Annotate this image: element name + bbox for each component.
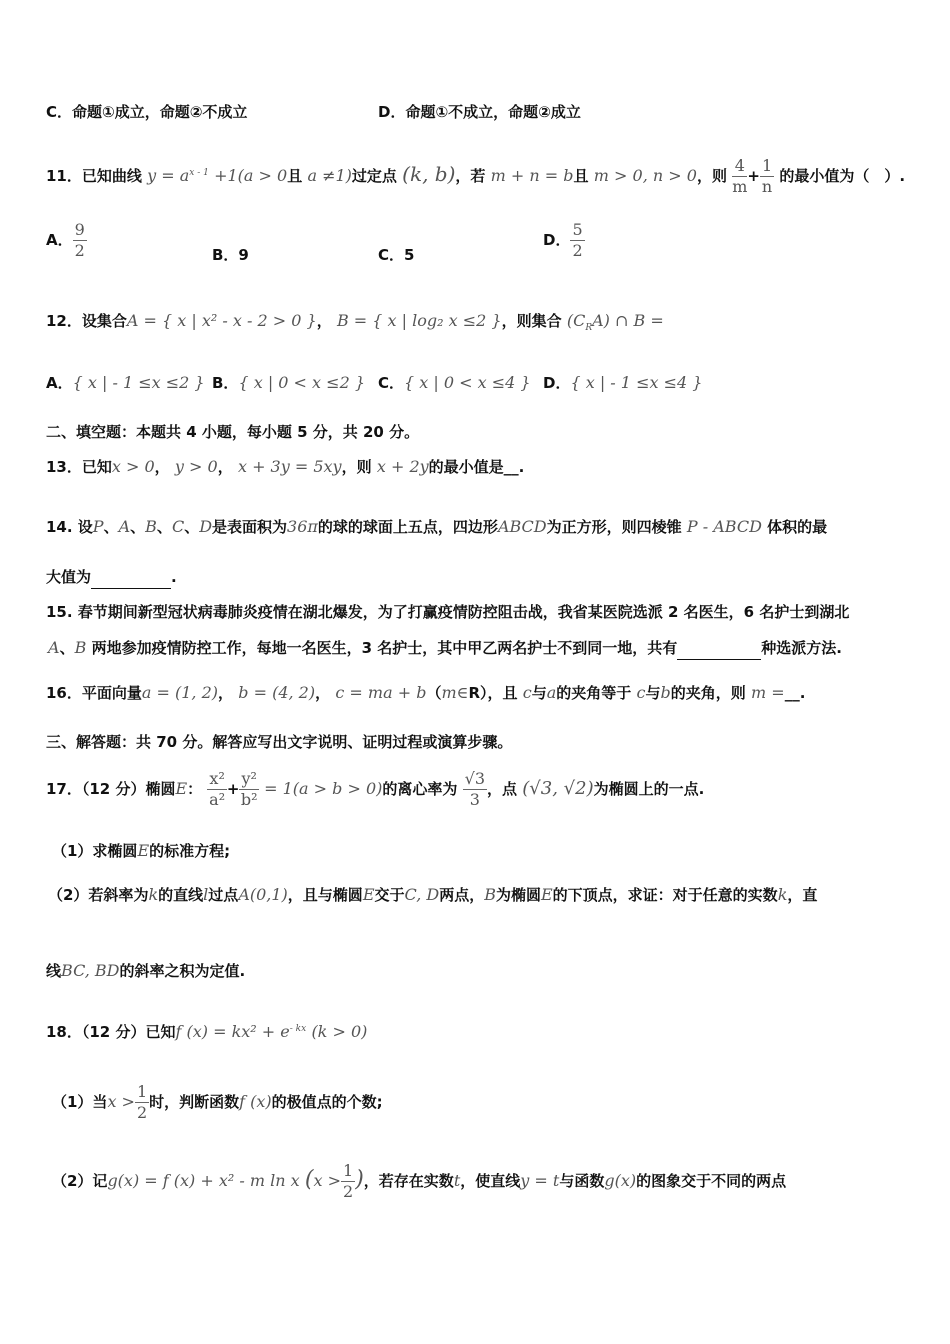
q12-option-a: A．{ x | - 1 ≤x ≤2 } xyxy=(46,373,205,392)
q15-stem: 15. 春节期间新型冠状病毒肺炎疫情在湖北爆发，为了打赢疫情防控阻击战，我省某医院选派 2 名医生，6 名护士到湖北 xyxy=(46,603,850,621)
q10-option-d: D．命题①不成立，命题②成立 xyxy=(378,103,581,121)
q14-stem: 14. 设P、A、B、C、D是表面积为36π的球的球面上五点，四边形ABCD为正方形，则四棱锥 P - ABCD 体积的最 xyxy=(46,517,828,536)
q12-stem: 12．设集合A = { x | x² - x - 2 > 0 }， B = { x | log₂ x ≤2 }，则集合 $(C_RA)$ ∩ B = xyxy=(46,311,664,333)
q12-option-c: C．{ x | 0 < x ≤4 } xyxy=(378,373,531,392)
q12-option-b: B．{ x | 0 < x ≤2 } xyxy=(212,373,366,392)
section-heading-fill-in: 二、填空题：本题共 4 小题，每小题 5 分，共 20 分。 xyxy=(46,423,420,441)
q10-option-c: C．命题①成立，命题②不成立 xyxy=(46,103,248,121)
q18-part2: （2）记g(x) = f (x) + x² - m ln x (x > $\frac{1}{2}$ )，若存在实数t，使直线y = t与函数g(x)的图象交于不同的两点 xyxy=(52,1161,787,1201)
q11-option-b: B．9 xyxy=(212,246,249,264)
q18-stem: 18．（12 分）已知f $(x) = kx^2 + e^{- kx}$ (k > 0) xyxy=(46,1022,368,1041)
q17-part2-cont: 线BC, BD的斜率之积为定值. xyxy=(46,961,246,980)
q11-stem: 11．已知曲线 $y = a^{x - 1} +1(a > 0$且 a ≠1)过定点 (k, b)，若 m + n = b且 m > 0, n > 0，则 $\frac{4}{m}$ + $\frac{1}{n}$ 的最小值为（ ）. xyxy=(46,156,906,196)
section-heading-answers: 三、解答题：共 70 分。解答应写出文字说明、证明过程或演算步骤。 xyxy=(46,733,513,751)
q17-stem: 17．（12 分）椭圆E： $\frac{\text{x²}}{\text{a²}}$ + $\frac{\text{y²}}{\text{b²}}$ = 1(a > b > 0)的离心率为 $\frac{√3}{3}$ ，点 (√3, √2)为椭圆上的一点. xyxy=(46,769,705,809)
q16-stem: 16．平面向量a = (1, 2)， b = (4, 2)， c = ma + b（m∈R），且 c与a的夹角等于 c与b的夹角，则 m =__. xyxy=(46,683,806,702)
q17-part2: （2）若斜率为k的直线l过点A(0,1)，且与椭圆E交于C, D两点，B为椭圆E的下顶点，求证：对于任意的实数k，直 xyxy=(48,885,818,904)
q13-stem: 13．已知x > 0， y > 0， x + 3y = 5xy，则 x + 2y的最小值是__. xyxy=(46,457,525,476)
q12-option-d: D．{ x | - 1 ≤x ≤4 } xyxy=(543,373,703,392)
fraction-1-over-n: $\frac{1}{n}$ xyxy=(761,156,773,196)
q18-part1: （1）当x > $\frac{1}{2}$ 时，判断函数f (x)的极值点的个数; xyxy=(52,1082,383,1122)
fraction-4-over-m: $\frac{4}{m}$ xyxy=(732,156,748,196)
q11-option-d: D． $\frac{5}{2}$ xyxy=(543,220,583,260)
q14-stem-cont: 大值为 . xyxy=(46,566,910,589)
q11-option-a: A． $\frac{9}{2}$ xyxy=(46,220,85,260)
q15-stem-cont: A、B 两地参加疫情防控工作，每地一名医生，3 名护士，其中甲乙两名护士不到同一地，共有 种选派方法. xyxy=(48,637,910,660)
q11-option-c: C．5 xyxy=(378,246,415,264)
q17-part1: （1）求椭圆E的标准方程; xyxy=(52,841,231,860)
